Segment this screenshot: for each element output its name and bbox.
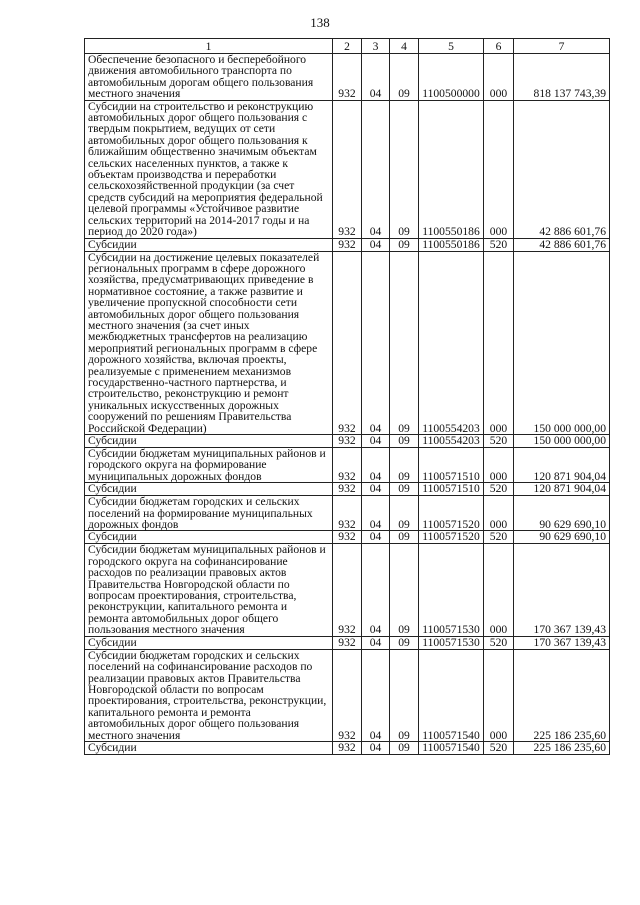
row-expense-type: 000 — [484, 649, 514, 741]
row-target-article: 1100550186 — [419, 100, 484, 238]
row-amount: 818 137 743,39 — [514, 54, 610, 101]
table-row — [85, 544, 610, 636]
row-target-article: 1100554203 — [419, 251, 484, 435]
table-row — [85, 251, 610, 435]
row-expense-type: 520 — [484, 741, 514, 754]
row-amount: 170 367 139,43 — [514, 636, 610, 649]
col-header-7: 7 — [514, 39, 610, 54]
row-amount: 90 629 690,10 — [514, 531, 610, 544]
row-section: 04 — [362, 483, 390, 496]
table-row — [85, 636, 610, 649]
row-section: 04 — [362, 435, 390, 448]
row-amount: 150 000 000,00 — [514, 251, 610, 435]
row-name: Субсидии — [85, 238, 333, 251]
row-section: 04 — [362, 636, 390, 649]
row-expense-type: 000 — [484, 496, 514, 531]
row-subsection: 09 — [390, 741, 419, 754]
row-admin-code: 932 — [333, 636, 362, 649]
row-name: Субсидии на достижение целевых показателей региональных программ в сфере дорожного хозяйства, предусматривающих приведение в нормативное состояние, а также развитие и увеличение пропускной способности сети автомобильных дорог общего пользования местного значения (за счет иных межбюджетных трансфертов на реализацию мероприятий региональных программ в сфере дорожного хозяйства, включая проекты, реализуемые с применением механизмов государственно-частного партнерства, и строительство, реконструкцию и ремонт уникальных искусственных дорожных сооружений по решениям Правительства Российской Федерации) — [85, 251, 333, 435]
row-expense-type: 000 — [484, 544, 514, 636]
row-admin-code: 932 — [333, 741, 362, 754]
row-admin-code: 932 — [333, 448, 362, 483]
row-target-article: 1100571520 — [419, 531, 484, 544]
table-row — [85, 448, 610, 483]
row-admin-code: 932 — [333, 238, 362, 251]
row-subsection: 09 — [390, 483, 419, 496]
row-target-article: 1100550186 — [419, 238, 484, 251]
row-expense-type: 520 — [484, 636, 514, 649]
row-admin-code: 932 — [333, 435, 362, 448]
table-row — [85, 649, 610, 741]
row-admin-code: 932 — [333, 100, 362, 238]
table-row — [85, 54, 610, 101]
row-target-article: 1100571540 — [419, 741, 484, 754]
row-name: Субсидии — [85, 636, 333, 649]
row-section: 04 — [362, 496, 390, 531]
row-expense-type: 000 — [484, 100, 514, 238]
budget-table — [84, 38, 610, 755]
row-name: Субсидии бюджетам муниципальных районов и городского округа на софинансирование расходов по реализации правовых актов Правительства Новгородской области по вопросам проектирования, строительства, реконструкции, капитального ремонта и ремонта автомобильных дорог общего пользования местного значения — [85, 544, 333, 636]
row-admin-code: 932 — [333, 544, 362, 636]
row-section: 04 — [362, 448, 390, 483]
row-expense-type: 000 — [484, 448, 514, 483]
row-amount: 120 871 904,04 — [514, 448, 610, 483]
row-amount: 225 186 235,60 — [514, 741, 610, 754]
row-amount: 150 000 000,00 — [514, 435, 610, 448]
row-amount: 42 886 601,76 — [514, 100, 610, 238]
col-header-4: 4 — [390, 39, 419, 54]
row-name: Субсидии — [85, 435, 333, 448]
row-target-article: 1100571510 — [419, 448, 484, 483]
row-name: Субсидии бюджетам городских и сельских поселений на софинансирование расходов по реализации правовых актов Правительства Новгородской области по вопросам проектирования, строительства, реконструкции, капитального ремонта и ремонта автомобильных дорог общего пользования местного значения — [85, 649, 333, 741]
table-row — [85, 435, 610, 448]
row-subsection: 09 — [390, 496, 419, 531]
row-name: Субсидии бюджетам городских и сельских поселений на формирование муниципальных дорожных фондов — [85, 496, 333, 531]
row-name: Субсидии — [85, 483, 333, 496]
table-row — [85, 741, 610, 754]
row-subsection: 09 — [390, 251, 419, 435]
row-admin-code: 932 — [333, 54, 362, 101]
row-section: 04 — [362, 741, 390, 754]
row-admin-code: 932 — [333, 649, 362, 741]
table-row — [85, 496, 610, 531]
row-section: 04 — [362, 649, 390, 741]
row-admin-code: 932 — [333, 251, 362, 435]
row-target-article: 1100571530 — [419, 544, 484, 636]
row-subsection: 09 — [390, 544, 419, 636]
row-section: 04 — [362, 251, 390, 435]
row-target-article: 1100571510 — [419, 483, 484, 496]
row-subsection: 09 — [390, 435, 419, 448]
row-amount: 120 871 904,04 — [514, 483, 610, 496]
col-header-1: 1 — [85, 39, 333, 54]
row-expense-type: 520 — [484, 435, 514, 448]
row-admin-code: 932 — [333, 496, 362, 531]
row-subsection: 09 — [390, 238, 419, 251]
row-target-article: 1100571530 — [419, 636, 484, 649]
row-expense-type: 520 — [484, 483, 514, 496]
row-amount: 170 367 139,43 — [514, 544, 610, 636]
row-admin-code: 932 — [333, 483, 362, 496]
col-header-2: 2 — [333, 39, 362, 54]
row-target-article: 1100500000 — [419, 54, 484, 101]
row-section: 04 — [362, 100, 390, 238]
row-expense-type: 520 — [484, 238, 514, 251]
row-name: Субсидии на строительство и реконструкцию автомобильных дорог общего пользования с твердым покрытием, ведущих от сети автомобильных дорог общего пользования к ближайшим общественно значимым объектам сельских населенных пунктов, а также к объектам производства и переработки сельскохозяйственной продукции (за счет средств субсидий на мероприятия федеральной целевой программы «Устойчивое развитие сельских территорий на 2014-2017 годы и на период до 2020 года») — [85, 100, 333, 238]
table-row — [85, 238, 610, 251]
header-row — [85, 39, 610, 54]
row-expense-type: 000 — [484, 251, 514, 435]
table-row — [85, 100, 610, 238]
row-admin-code: 932 — [333, 531, 362, 544]
row-amount: 90 629 690,10 — [514, 496, 610, 531]
row-amount: 225 186 235,60 — [514, 649, 610, 741]
row-subsection: 09 — [390, 54, 419, 101]
row-section: 04 — [362, 544, 390, 636]
col-header-6: 6 — [484, 39, 514, 54]
row-subsection: 09 — [390, 636, 419, 649]
table-row — [85, 483, 610, 496]
row-amount: 42 886 601,76 — [514, 238, 610, 251]
row-section: 04 — [362, 54, 390, 101]
row-target-article: 1100571520 — [419, 496, 484, 531]
row-name: Субсидии бюджетам муниципальных районов и городского округа на формирование муниципальных дорожных фондов — [85, 448, 333, 483]
row-target-article: 1100571540 — [419, 649, 484, 741]
row-subsection: 09 — [390, 448, 419, 483]
row-expense-type: 000 — [484, 54, 514, 101]
page-number: 138 — [310, 15, 330, 30]
row-section: 04 — [362, 531, 390, 544]
table-row — [85, 531, 610, 544]
row-section: 04 — [362, 238, 390, 251]
row-name: Субсидии — [85, 741, 333, 754]
row-subsection: 09 — [390, 649, 419, 741]
row-name: Субсидии — [85, 531, 333, 544]
row-target-article: 1100554203 — [419, 435, 484, 448]
col-header-3: 3 — [362, 39, 390, 54]
row-subsection: 09 — [390, 531, 419, 544]
row-name: Обеспечение безопасного и бесперебойного движения автомобильного транспорта по автомобильным дорогам общего пользования местного значения — [85, 54, 333, 101]
row-expense-type: 520 — [484, 531, 514, 544]
row-subsection: 09 — [390, 100, 419, 238]
col-header-5: 5 — [419, 39, 484, 54]
